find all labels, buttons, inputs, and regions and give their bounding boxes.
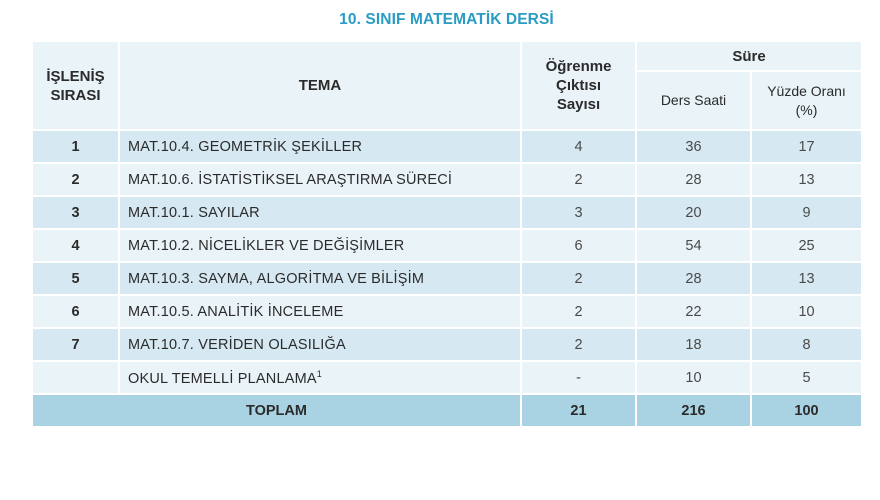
header-order-line1: İŞLENİŞ <box>46 67 105 85</box>
row-outcomes: 6 <box>521 229 636 262</box>
row-outcomes: 2 <box>521 295 636 328</box>
curriculum-table <box>31 40 863 428</box>
total-percent: 100 <box>751 394 862 427</box>
row-outcomes: 2 <box>521 328 636 361</box>
header-outcomes <box>521 41 636 130</box>
row-percent: 9 <box>751 196 862 229</box>
row-order: 4 <box>32 229 119 262</box>
curriculum-table-container <box>31 40 863 428</box>
row-theme <box>119 361 521 394</box>
row-percent: 10 <box>751 295 862 328</box>
row-theme: MAT.10.1. SAYILAR <box>119 196 521 229</box>
header-percent <box>751 71 862 130</box>
row-hours: 54 <box>636 229 751 262</box>
table-row <box>32 229 862 262</box>
row-order <box>32 361 119 394</box>
table-row <box>32 361 862 394</box>
total-outcomes: 21 <box>521 394 636 427</box>
row-theme: MAT.10.3. SAYMA, ALGORİTMA VE BİLİŞİM <box>119 262 521 295</box>
row-percent: 13 <box>751 163 862 196</box>
table-row <box>32 130 862 163</box>
total-label: TOPLAM <box>32 394 521 427</box>
header-outcomes-line3: Sayısı <box>556 96 601 113</box>
row-theme: MAT.10.7. VERİDEN OLASILIĞA <box>119 328 521 361</box>
header-outcomes-line1: Öğrenme <box>545 58 612 75</box>
row-hours: 36 <box>636 130 751 163</box>
row-order: 1 <box>32 130 119 163</box>
row-percent: 25 <box>751 229 862 262</box>
header-hours: Ders Saati <box>636 71 751 130</box>
row-order: 6 <box>32 295 119 328</box>
row-outcomes: 2 <box>521 262 636 295</box>
row-percent: 17 <box>751 130 862 163</box>
row-outcomes: 4 <box>521 130 636 163</box>
row-theme: MAT.10.2. NİCELİKLER VE DEĞİŞİMLER <box>119 229 521 262</box>
total-row <box>32 394 862 427</box>
total-hours: 216 <box>636 394 751 427</box>
row-percent: 13 <box>751 262 862 295</box>
header-percent-line1: Yüzde Oranı <box>767 82 846 99</box>
row-theme: MAT.10.6. İSTATİSTİKSEL ARAŞTIRMA SÜRECİ <box>119 163 521 196</box>
header-outcomes-line2: Çıktısı <box>555 77 601 94</box>
row-order: 3 <box>32 196 119 229</box>
row-hours: 28 <box>636 163 751 196</box>
footnote-marker: 1 <box>316 368 322 379</box>
header-percent-line2: (%) <box>795 101 818 118</box>
row-outcomes: 3 <box>521 196 636 229</box>
row-order: 2 <box>32 163 119 196</box>
header-order-line2: SIRASI <box>50 86 101 104</box>
row-order: 7 <box>32 328 119 361</box>
row-hours: 18 <box>636 328 751 361</box>
header-duration: Süre <box>636 41 862 71</box>
table-row <box>32 163 862 196</box>
row-order: 5 <box>32 262 119 295</box>
row-hours: 22 <box>636 295 751 328</box>
row-theme: MAT.10.4. GEOMETRİK ŞEKİLLER <box>119 130 521 163</box>
row-theme-text: OKUL TEMELLİ PLANLAMA <box>128 370 317 387</box>
header-theme: TEMA <box>119 41 521 130</box>
row-hours: 28 <box>636 262 751 295</box>
table-row <box>32 328 862 361</box>
row-hours: 20 <box>636 196 751 229</box>
table-row <box>32 262 862 295</box>
row-outcomes: - <box>521 361 636 394</box>
row-percent: 5 <box>751 361 862 394</box>
header-order <box>32 41 119 130</box>
table-row <box>32 196 862 229</box>
row-hours: 10 <box>636 361 751 394</box>
row-percent: 8 <box>751 328 862 361</box>
page-title: 10. SINIF MATEMATİK DERSİ <box>339 11 554 28</box>
row-outcomes: 2 <box>521 163 636 196</box>
table-row <box>32 295 862 328</box>
row-theme: MAT.10.5. ANALİTİK İNCELEME <box>119 295 521 328</box>
